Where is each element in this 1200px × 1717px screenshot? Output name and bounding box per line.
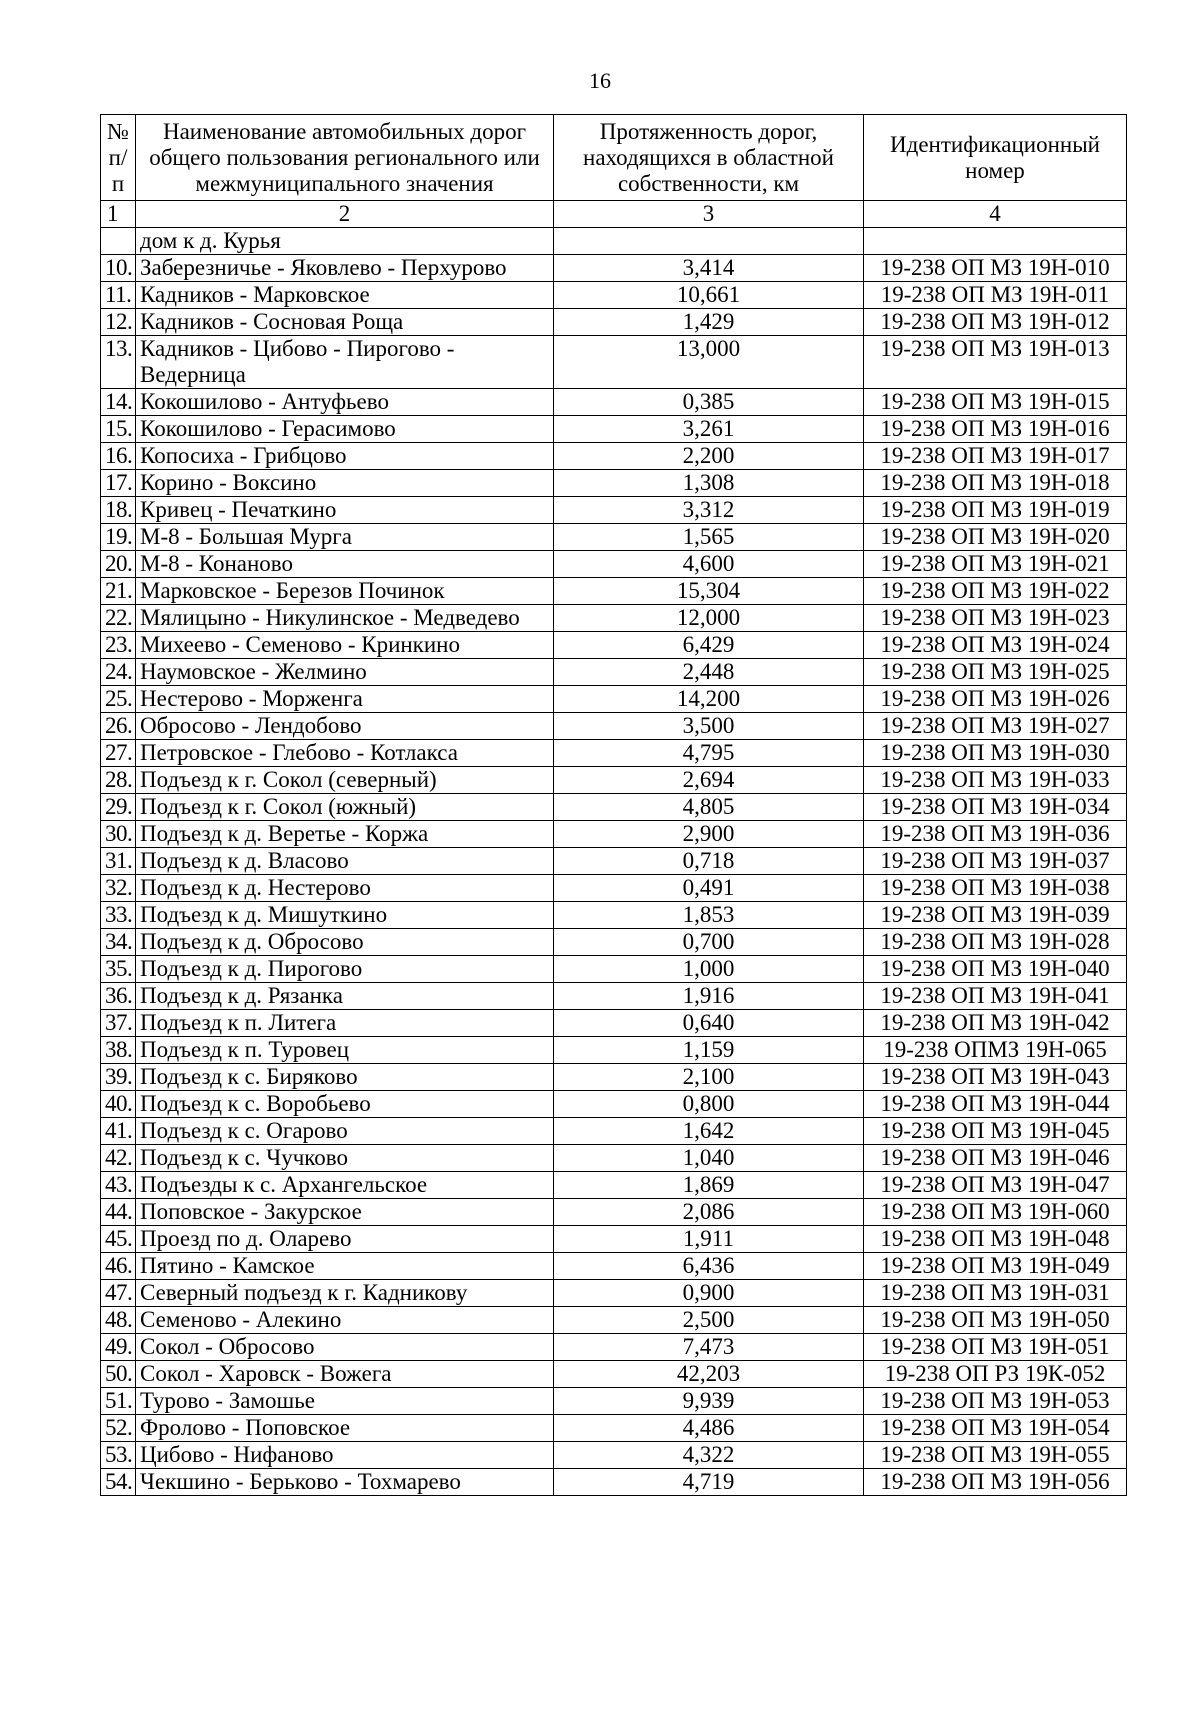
road-name: М-8 - Конаново [136,551,554,578]
road-identifier: 19-238 ОП МЗ 19Н-019 [864,497,1127,524]
road-identifier: 19-238 ОП МЗ 19Н-015 [864,389,1127,416]
road-length: 3,261 [554,416,864,443]
table-row [101,632,1127,659]
road-name: Подъезд к с. Чучково [136,1145,554,1172]
row-number: 18. [101,497,136,524]
row-number: 35. [101,956,136,983]
road-identifier: 19-238 ОП МЗ 19Н-033 [864,767,1127,794]
road-name: Сокол - Обросово [136,1334,554,1361]
road-length: 9,939 [554,1388,864,1415]
road-length: 1,642 [554,1118,864,1145]
table-row [101,1307,1127,1334]
road-name: Кокошилово - Антуфьево [136,389,554,416]
road-length: 14,200 [554,686,864,713]
road-identifier: 19-238 ОП МЗ 19Н-028 [864,929,1127,956]
row-number: 19. [101,524,136,551]
road-identifier: 19-238 ОП МЗ 19Н-024 [864,632,1127,659]
road-name: Кадников - Цибово - Пирогово - Ведерница [136,336,554,389]
road-length: 1,308 [554,470,864,497]
row-number: 37. [101,1010,136,1037]
road-length: 1,565 [554,524,864,551]
road-identifier [864,228,1127,255]
row-number: 54. [101,1469,136,1496]
table-row [101,1334,1127,1361]
road-length: 13,000 [554,336,864,389]
road-length: 1,040 [554,1145,864,1172]
road-identifier: 19-238 ОП МЗ 19Н-047 [864,1172,1127,1199]
row-number: 53. [101,1442,136,1469]
table-row [101,497,1127,524]
table-row [101,282,1127,309]
row-number: 27. [101,740,136,767]
table-row [101,875,1127,902]
row-number: 49. [101,1334,136,1361]
road-name: Турово - Замошье [136,1388,554,1415]
table-row [101,659,1127,686]
road-identifier: 19-238 ОП МЗ 19Н-011 [864,282,1127,309]
road-length: 0,900 [554,1280,864,1307]
road-name: Чекшино - Берьково - Тохмарево [136,1469,554,1496]
road-identifier: 19-238 ОП МЗ 19Н-043 [864,1064,1127,1091]
row-number: 13. [101,336,136,389]
road-length: 6,436 [554,1253,864,1280]
table-row [101,1010,1127,1037]
road-name: Подъезд к г. Сокол (южный) [136,794,554,821]
road-length: 15,304 [554,578,864,605]
road-length: 3,414 [554,255,864,282]
row-number: 43. [101,1172,136,1199]
road-length: 2,900 [554,821,864,848]
column-numbers-row [101,201,1127,228]
row-number: 17. [101,470,136,497]
table-header-row [101,115,1127,201]
column-number-1: 1 [101,201,136,228]
road-name: Кадников - Сосновая Роща [136,309,554,336]
road-name: Подъезд к п. Туровец [136,1037,554,1064]
road-length: 0,700 [554,929,864,956]
road-identifier: 19-238 ОП МЗ 19Н-034 [864,794,1127,821]
road-length: 7,473 [554,1334,864,1361]
road-identifier: 19-238 ОП МЗ 19Н-045 [864,1118,1127,1145]
road-name: Пятино - Камское [136,1253,554,1280]
road-identifier: 19-238 ОП МЗ 19Н-056 [864,1469,1127,1496]
row-number: 14. [101,389,136,416]
road-name: Наумовское - Желмино [136,659,554,686]
road-name: Подъезд к с. Огарово [136,1118,554,1145]
road-name: Заберезничье - Яковлево - Перхурово [136,255,554,282]
table-row [101,686,1127,713]
table-row [101,1091,1127,1118]
table-row [101,740,1127,767]
road-name: Подъезд к д. Нестерово [136,875,554,902]
road-identifier: 19-238 ОП МЗ 19Н-049 [864,1253,1127,1280]
road-identifier: 19-238 ОП МЗ 19Н-013 [864,336,1127,389]
table-row [101,821,1127,848]
row-number: 12. [101,309,136,336]
column-number-2: 2 [136,201,554,228]
road-name: Корино - Воксино [136,470,554,497]
table-row [101,1415,1127,1442]
road-identifier: 19-238 ОП МЗ 19Н-053 [864,1388,1127,1415]
row-number: 21. [101,578,136,605]
road-identifier: 19-238 ОП МЗ 19Н-041 [864,983,1127,1010]
road-name: Северный подъезд к г. Кадникову [136,1280,554,1307]
road-identifier: 19-238 ОП МЗ 19Н-054 [864,1415,1127,1442]
road-identifier: 19-238 ОП МЗ 19Н-060 [864,1199,1127,1226]
road-identifier: 19-238 ОП МЗ 19Н-036 [864,821,1127,848]
road-identifier: 19-238 ОП МЗ 19Н-020 [864,524,1127,551]
road-name: Фролово - Поповское [136,1415,554,1442]
road-name: Кадников - Марковское [136,282,554,309]
road-identifier: 19-238 ОП МЗ 19Н-039 [864,902,1127,929]
road-length: 1,916 [554,983,864,1010]
road-length: 1,159 [554,1037,864,1064]
row-number: 16. [101,443,136,470]
table-row [101,767,1127,794]
road-name: Подъезд к с. Биряково [136,1064,554,1091]
row-number: 22. [101,605,136,632]
road-length: 2,694 [554,767,864,794]
table-body [101,228,1127,1496]
row-number: 25. [101,686,136,713]
table-row [101,956,1127,983]
table-row [101,255,1127,282]
road-identifier: 19-238 ОП МЗ 19Н-021 [864,551,1127,578]
road-length: 1,000 [554,956,864,983]
road-length: 1,853 [554,902,864,929]
row-number: 42. [101,1145,136,1172]
road-length: 0,640 [554,1010,864,1037]
row-number [101,228,136,255]
row-number: 41. [101,1118,136,1145]
row-number: 26. [101,713,136,740]
road-identifier: 19-238 ОП МЗ 19Н-025 [864,659,1127,686]
row-number: 44. [101,1199,136,1226]
road-name: Марковское - Березов Починок [136,578,554,605]
road-identifier: 19-238 ОП МЗ 19Н-022 [864,578,1127,605]
table-row [101,1253,1127,1280]
table-row [101,470,1127,497]
road-name: Подъезд к п. Литега [136,1010,554,1037]
road-name: Подъезд к г. Сокол (северный) [136,767,554,794]
road-name: Подъезд к д. Обросово [136,929,554,956]
table-row [101,578,1127,605]
row-number: 10. [101,255,136,282]
row-number: 11. [101,282,136,309]
header-length: Протяженность дорог, находящихся в областной собственности, км [554,115,864,201]
row-number: 20. [101,551,136,578]
row-number: 33. [101,902,136,929]
road-name: Копосиха - Грибцово [136,443,554,470]
table-row [101,1388,1127,1415]
road-length: 1,869 [554,1172,864,1199]
table-row [101,1199,1127,1226]
table-row [101,983,1127,1010]
row-number: 32. [101,875,136,902]
row-number: 34. [101,929,136,956]
road-length [554,228,864,255]
row-number: 31. [101,848,136,875]
table-row [101,1280,1127,1307]
road-length: 2,500 [554,1307,864,1334]
row-number: 45. [101,1226,136,1253]
road-identifier: 19-238 ОП МЗ 19Н-031 [864,1280,1127,1307]
row-number: 15. [101,416,136,443]
road-identifier: 19-238 ОП МЗ 19Н-017 [864,443,1127,470]
road-identifier: 19-238 ОП МЗ 19Н-023 [864,605,1127,632]
roads-table [100,114,1127,1496]
road-length: 3,500 [554,713,864,740]
row-number: 38. [101,1037,136,1064]
road-name: Семеново - Алекино [136,1307,554,1334]
road-length: 3,312 [554,497,864,524]
road-name: Михеево - Семеново - Кринкино [136,632,554,659]
row-number: 47. [101,1280,136,1307]
road-length: 2,200 [554,443,864,470]
road-length: 4,486 [554,1415,864,1442]
table-row [101,1226,1127,1253]
table-row [101,1172,1127,1199]
road-length: 4,600 [554,551,864,578]
table-row [101,1469,1127,1496]
road-identifier: 19-238 ОП МЗ 19Н-044 [864,1091,1127,1118]
road-length: 42,203 [554,1361,864,1388]
table-row [101,1118,1127,1145]
table-row [101,228,1127,255]
road-name: Сокол - Харовск - Вожега [136,1361,554,1388]
row-number: 50. [101,1361,136,1388]
table-row [101,929,1127,956]
row-number: 29. [101,794,136,821]
road-length: 12,000 [554,605,864,632]
road-identifier: 19-238 ОП МЗ 19Н-050 [864,1307,1127,1334]
road-identifier: 19-238 ОП МЗ 19Н-055 [864,1442,1127,1469]
column-number-4: 4 [864,201,1127,228]
road-identifier: 19-238 ОП МЗ 19Н-010 [864,255,1127,282]
table-row [101,794,1127,821]
road-name: Подъезд к с. Воробьево [136,1091,554,1118]
road-length: 2,086 [554,1199,864,1226]
road-identifier: 19-238 ОП МЗ 19Н-040 [864,956,1127,983]
road-name: Подъезд к д. Рязанка [136,983,554,1010]
road-length: 4,795 [554,740,864,767]
row-number: 24. [101,659,136,686]
road-name: Кокошилово - Герасимово [136,416,554,443]
row-number: 23. [101,632,136,659]
table-row [101,1442,1127,1469]
road-name: Подъезд к д. Веретье - Коржа [136,821,554,848]
road-identifier: 19-238 ОП МЗ 19Н-026 [864,686,1127,713]
table-row [101,848,1127,875]
road-name: Подъезд к д. Власово [136,848,554,875]
road-length: 1,429 [554,309,864,336]
table-row [101,389,1127,416]
road-identifier: 19-238 ОПМЗ 19Н-065 [864,1037,1127,1064]
road-name: Кривец - Печаткино [136,497,554,524]
road-identifier: 19-238 ОП МЗ 19Н-018 [864,470,1127,497]
road-identifier: 19-238 ОП РЗ 19К-052 [864,1361,1127,1388]
table-row [101,713,1127,740]
row-number: 30. [101,821,136,848]
road-name: Мялицыно - Никулинское - Медведево [136,605,554,632]
table-row [101,1361,1127,1388]
road-length: 4,805 [554,794,864,821]
road-name: Нестерово - Морженга [136,686,554,713]
table-row [101,902,1127,929]
road-name: Обросово - Лендобово [136,713,554,740]
road-identifier: 19-238 ОП МЗ 19Н-038 [864,875,1127,902]
road-name: М-8 - Большая Мурга [136,524,554,551]
table-row [101,416,1127,443]
road-name: Проезд по д. Оларево [136,1226,554,1253]
page-number: 16 [589,68,611,93]
road-length: 10,661 [554,282,864,309]
table-row [101,336,1127,389]
road-name: Петровское - Глебово - Котлакса [136,740,554,767]
road-name: Подъезды к с. Архангельское [136,1172,554,1199]
road-name: Подъезд к д. Пирогово [136,956,554,983]
header-identifier: Идентификационный номер [864,115,1127,201]
road-name: дом к д. Курья [136,228,554,255]
road-name: Цибово - Нифаново [136,1442,554,1469]
row-number: 28. [101,767,136,794]
table-row [101,524,1127,551]
road-length: 0,491 [554,875,864,902]
row-number: 39. [101,1064,136,1091]
road-identifier: 19-238 ОП МЗ 19Н-030 [864,740,1127,767]
row-number: 46. [101,1253,136,1280]
road-identifier: 19-238 ОП МЗ 19Н-048 [864,1226,1127,1253]
header-number: № п/п [101,115,136,201]
road-length: 0,385 [554,389,864,416]
road-identifier: 19-238 ОП МЗ 19Н-046 [864,1145,1127,1172]
header-road-name: Наименование автомобильных дорог общего пользования регионального или межмуниципального значения [136,115,554,201]
road-name: Подъезд к д. Мишуткино [136,902,554,929]
road-identifier: 19-238 ОП МЗ 19Н-016 [864,416,1127,443]
road-identifier: 19-238 ОП МЗ 19Н-027 [864,713,1127,740]
road-name: Поповское - Закурское [136,1199,554,1226]
road-identifier: 19-238 ОП МЗ 19Н-037 [864,848,1127,875]
row-number: 36. [101,983,136,1010]
road-length: 6,429 [554,632,864,659]
table-row [101,309,1127,336]
table-row [101,605,1127,632]
table-row [101,1145,1127,1172]
road-length: 1,911 [554,1226,864,1253]
road-identifier: 19-238 ОП МЗ 19Н-051 [864,1334,1127,1361]
road-length: 0,800 [554,1091,864,1118]
table-row [101,1064,1127,1091]
road-length: 4,322 [554,1442,864,1469]
table-row [101,551,1127,578]
road-length: 2,448 [554,659,864,686]
row-number: 52. [101,1415,136,1442]
row-number: 51. [101,1388,136,1415]
road-identifier: 19-238 ОП МЗ 19Н-042 [864,1010,1127,1037]
road-identifier: 19-238 ОП МЗ 19Н-012 [864,309,1127,336]
table-row [101,1037,1127,1064]
road-length: 2,100 [554,1064,864,1091]
row-number: 48. [101,1307,136,1334]
table-row [101,443,1127,470]
road-length: 0,718 [554,848,864,875]
row-number: 40. [101,1091,136,1118]
column-number-3: 3 [554,201,864,228]
road-length: 4,719 [554,1469,864,1496]
